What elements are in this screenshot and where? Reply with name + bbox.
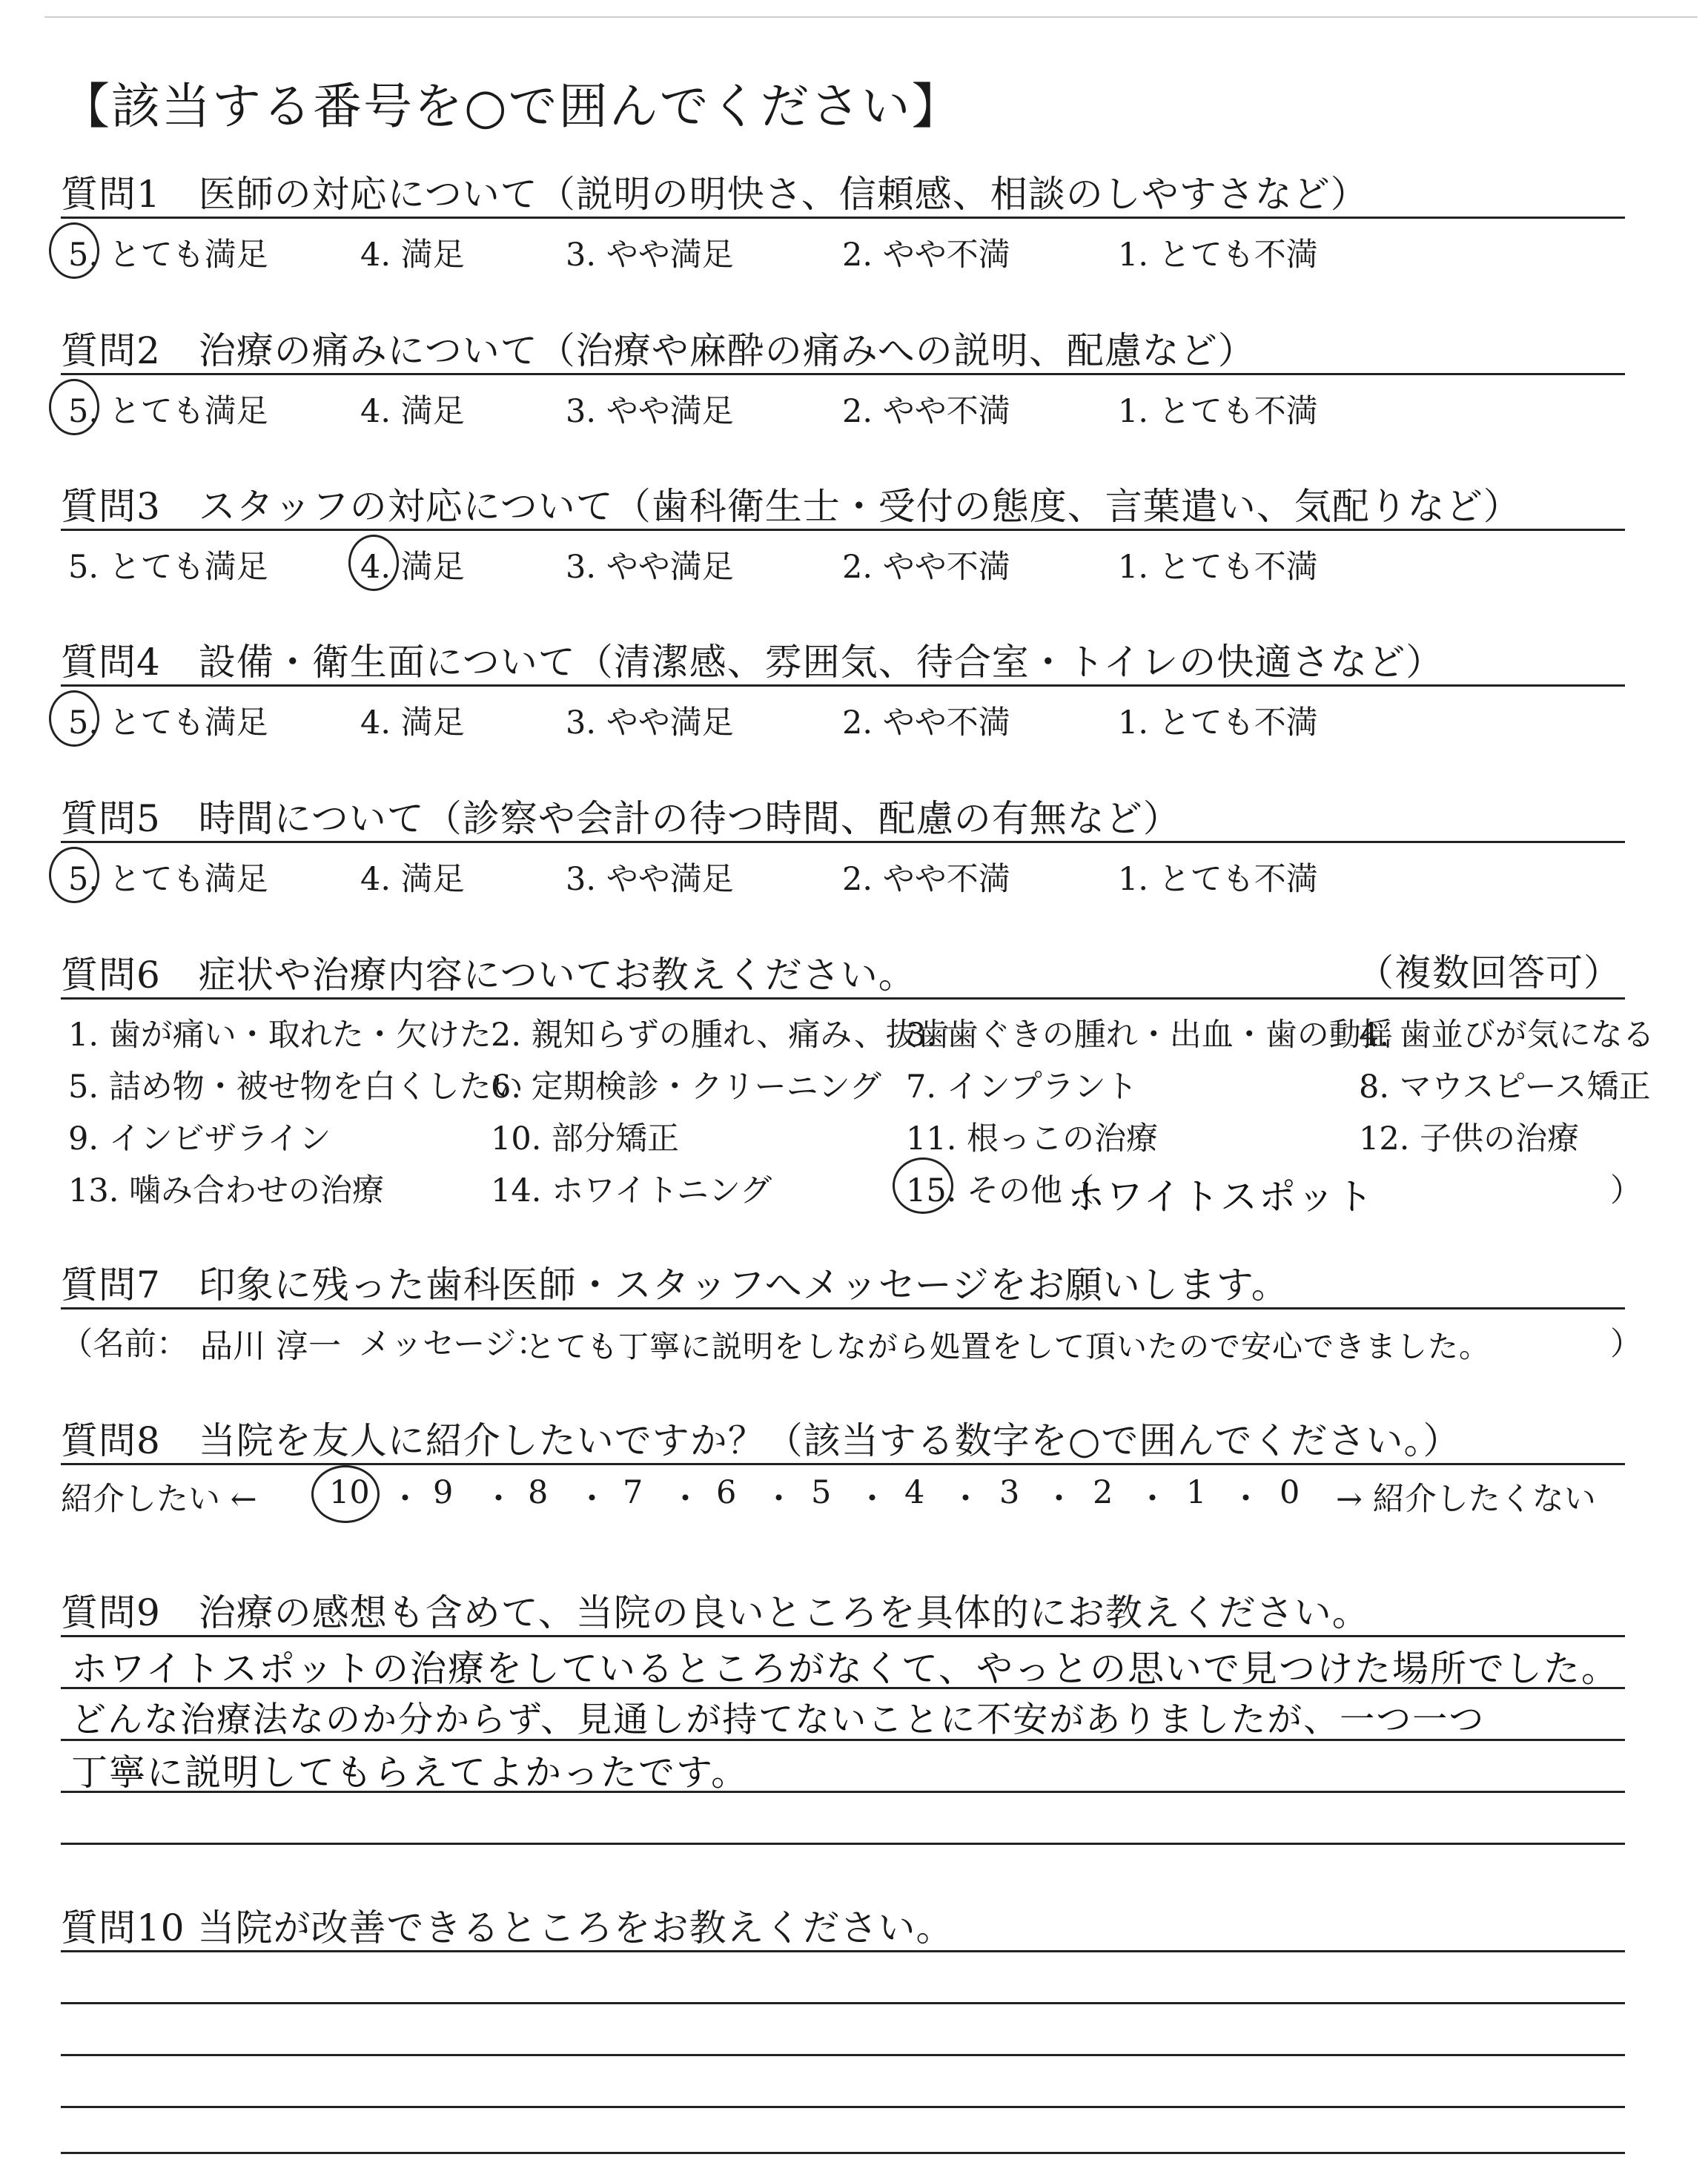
improve-rule-4 [61,2106,1625,2108]
q5-option-3[interactable]: 3. やや満足 [566,861,734,898]
q1-option-3[interactable]: 3. やや満足 [566,237,734,274]
symptom-item-4[interactable]: 4. 歯並びが気になる [1359,1017,1655,1054]
answer-rule-3 [61,1791,1625,1793]
recommend-right-label: → 紹介したくない [1336,1481,1596,1518]
scale-0[interactable]: 0 [1280,1474,1300,1511]
other-handwritten-answer: ホワイトスポット [1068,1175,1374,1218]
message-prefix: メッセージ： [359,1326,549,1363]
symptom-item-14[interactable]: 14. ホワイトニング [491,1172,772,1209]
q2-option-4[interactable]: 4. 満足 [360,393,465,430]
symptom-item-3[interactable]: 3. 歯ぐきの腫れ・出血・歯の動揺 [906,1017,1393,1054]
scale-6[interactable]: 6 [716,1474,737,1511]
scale-dot: ・ [950,1481,982,1518]
other-close-paren: ） [1610,1172,1642,1209]
q1-option-1[interactable]: 1. とても不満 [1118,237,1318,274]
q5-option-5[interactable]: 5. とても満足 [68,861,268,898]
question-8-rule [61,1463,1625,1465]
answer-line-1: ホワイトスポットの治療をしているところがなくて、やっとの思いで見つけた場所でした。 [71,1648,1620,1690]
q1-option-2[interactable]: 2. やや不満 [842,237,1010,274]
q3-selected-circle [348,535,399,591]
symptom-item-1[interactable]: 1. 歯が痛い・取れた・欠けた [68,1017,491,1054]
q5-selected-circle [49,847,99,903]
question-2-rule [61,373,1625,375]
message-close-paren: ） [1610,1326,1642,1363]
q1-option-5[interactable]: 5. とても満足 [68,237,268,274]
scale-dot: ・ [576,1481,608,1518]
q1-selected-circle [49,222,99,279]
question-4-label: 質問4 設備・衛生面について（清潔感、雰囲気、待合室・トイレの快適さなど） [61,641,1444,684]
recommend-left-label: 紹介したい ← [61,1481,257,1518]
scale-dot: ・ [1230,1481,1262,1518]
question-7-label: 質問7 印象に残った歯科医師・スタッフへメッセージをお願いします。 [61,1264,1289,1307]
question-10-label: 質問10 当院が改善できるところをお教えください。 [61,1906,954,1949]
scale-dot: ・ [856,1481,888,1518]
q3-option-2[interactable]: 2. やや不満 [842,549,1010,586]
scale-10[interactable]: 10 [329,1474,370,1511]
q5-option-2[interactable]: 2. やや不満 [842,861,1010,898]
scale-7[interactable]: 7 [623,1474,643,1511]
q4-selected-circle [49,690,99,747]
symptom-item-11[interactable]: 11. 根っこの治療 [906,1120,1159,1157]
question-6-rule [61,997,1625,1000]
q3-option-4[interactable]: 4. 満足 [360,549,465,586]
question-8-label: 質問8 当院を友人に紹介したいですか？（該当する数字を○で囲んでください。） [61,1419,1461,1462]
question-9-rule [61,1635,1625,1637]
symptom-item-13[interactable]: 13. 噛み合わせの治療 [68,1172,385,1209]
q4-option-2[interactable]: 2. やや不満 [842,704,1010,742]
symptom-item-10[interactable]: 10. 部分矯正 [491,1120,680,1157]
q4-option-4[interactable]: 4. 満足 [360,704,465,742]
scale-dot: ・ [763,1481,795,1518]
answer-line-2: どんな治療法なのか分からず、見通しが持てないことに不安がありましたが、一つ一つ [71,1700,1486,1740]
q2-option-2[interactable]: 2. やや不満 [842,393,1010,430]
top-edge-line [44,16,1698,18]
page-title: 【該当する番号を○で囲んでください】 [61,78,962,135]
scale-dot: ・ [1043,1481,1075,1518]
message-handwritten: とても丁寧に説明をしながら処置をして頂いたので安心できました。 [525,1329,1490,1364]
scale-8[interactable]: 8 [528,1474,549,1511]
q3-option-3[interactable]: 3. やや満足 [566,549,734,586]
question-1-label: 質問1 医師の対応について（説明の明快さ、信頼感、相談のしやすさなど） [61,173,1368,216]
scale-3[interactable]: 3 [999,1474,1020,1511]
improve-rule-3 [61,2054,1625,2056]
question-6-label: 質問6 症状や治療内容についてお教えください。 [61,954,916,997]
symptom-item-7[interactable]: 7. インプラント [906,1069,1138,1106]
q2-option-5[interactable]: 5. とても満足 [68,393,268,430]
symptom-item-5[interactable]: 5. 詰め物・被せ物を白くしたい [68,1069,523,1106]
symptom-item-12[interactable]: 12. 子供の治療 [1359,1120,1580,1157]
name-prefix: （名前： [61,1326,188,1363]
scale-dot: ・ [389,1481,421,1518]
scale-dot: ・ [669,1481,701,1518]
question-5-label: 質問5 時間について（診察や会計の待つ時間、配慮の有無など） [61,797,1181,840]
scale-9[interactable]: 9 [433,1474,454,1511]
q4-option-1[interactable]: 1. とても不満 [1118,704,1318,742]
q3-option-5[interactable]: 5. とても満足 [68,549,268,586]
improve-rule-1 [61,1950,1625,1952]
q1-option-4[interactable]: 4. 満足 [360,237,465,274]
scale-4[interactable]: 4 [904,1474,925,1511]
question-7-rule [61,1307,1625,1309]
question-3-label: 質問3 スタッフの対応について（歯科衛生士・受付の態度、言葉遣い、気配りなど） [61,485,1521,528]
q2-option-3[interactable]: 3. やや満足 [566,393,734,430]
symptom-item-15-other[interactable]: 15. その他（ [906,1172,1095,1209]
q2-option-1[interactable]: 1. とても不満 [1118,393,1318,430]
answer-rule-4 [61,1843,1625,1845]
answer-rule-1 [61,1687,1625,1689]
scale-5[interactable]: 5 [811,1474,832,1511]
answer-line-3: 丁寧に説明してもらえてよかったです。 [71,1751,749,1794]
improve-rule-2 [61,2002,1625,2004]
q3-option-1[interactable]: 1. とても不満 [1118,549,1318,586]
question-1-rule [61,217,1625,219]
question-4-rule [61,684,1625,687]
q4-option-3[interactable]: 3. やや満足 [566,704,734,742]
staff-name-handwritten: 品川 淳一 [200,1327,341,1365]
scale-1[interactable]: 1 [1186,1474,1207,1511]
answer-rule-2 [61,1739,1625,1741]
symptom-item-2[interactable]: 2. 親知らずの腫れ、痛み、抜歯 [491,1017,950,1054]
question-2-label: 質問2 治療の痛みについて（治療や麻酔の痛みへの説明、配慮など） [61,329,1256,372]
q6-selected-circle [893,1157,953,1214]
symptom-item-9[interactable]: 9. インビザライン [68,1120,331,1157]
question-6-multiple-note: （複数回答可） [1357,951,1621,994]
q8-selected-circle [311,1465,380,1523]
scale-dot: ・ [483,1481,514,1518]
question-5-rule [61,841,1625,843]
symptom-item-6[interactable]: 6. 定期検診・クリーニング [491,1069,881,1106]
symptom-item-8[interactable]: 8. マウスピース矯正 [1359,1069,1651,1106]
q2-selected-circle [49,379,99,435]
q5-option-1[interactable]: 1. とても不満 [1118,861,1318,898]
question-3-rule [61,529,1625,531]
scale-2[interactable]: 2 [1093,1474,1113,1511]
q4-option-5[interactable]: 5. とても満足 [68,704,268,742]
q5-option-4[interactable]: 4. 満足 [360,861,465,898]
question-9-label: 質問9 治療の感想も含めて、当院の良いところを具体的にお教えください。 [61,1591,1370,1634]
scale-dot: ・ [1136,1481,1168,1518]
improve-rule-5 [61,2152,1625,2154]
